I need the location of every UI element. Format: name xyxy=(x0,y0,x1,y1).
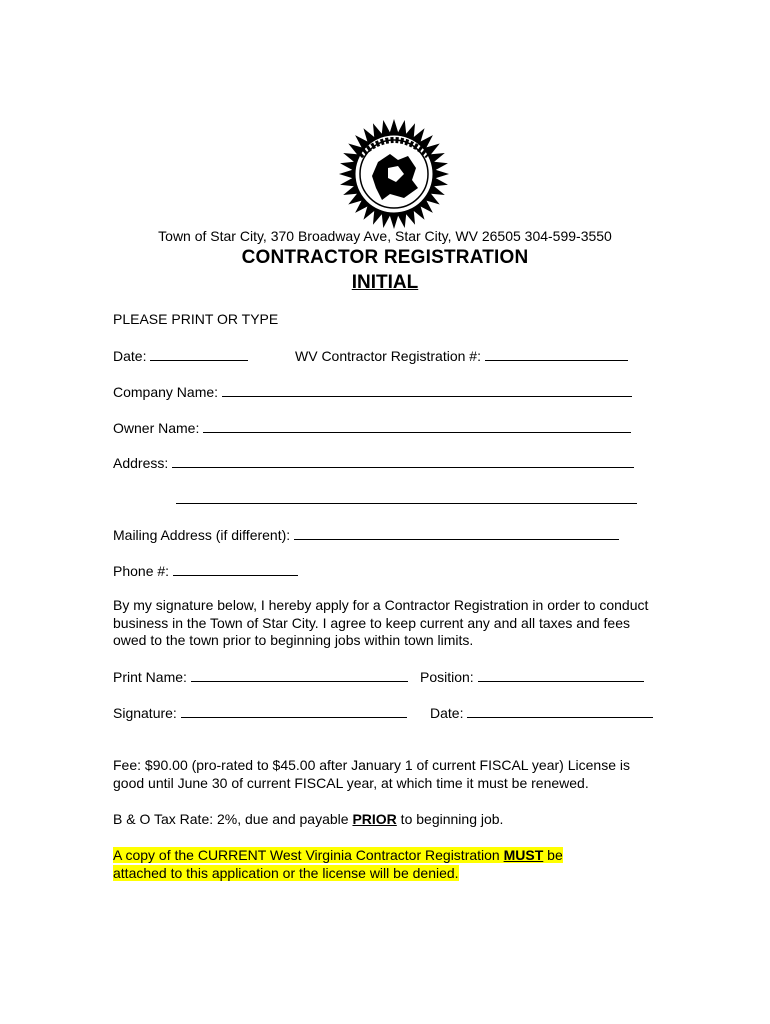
mailing-label: Mailing Address (if different): xyxy=(113,527,291,543)
form-title: CONTRACTOR REGISTRATION xyxy=(241,247,529,268)
position-row xyxy=(420,668,644,686)
phone-label: Phone #: xyxy=(113,563,170,579)
owner-label: Owner Name: xyxy=(113,420,200,436)
instruction-text: PLEASE PRINT OR TYPE xyxy=(113,311,279,327)
position-label: Position: xyxy=(420,669,474,685)
registration-warning xyxy=(113,847,608,882)
agreement-text: By my signature below, I hereby apply for a Contractor Registration in order to conduct business in the Town of Star City. I agree to keep current any and all taxes and fees owed to the town prior to beginning jobs within town limits. xyxy=(113,597,649,648)
date2-label: Date: xyxy=(430,705,464,721)
warning-suffix: be attached to this application or the license will be denied. xyxy=(113,847,563,881)
tax-note xyxy=(113,811,503,828)
form-subtitle: INITIAL xyxy=(351,272,419,293)
fee-note: Fee: $90.00 (pro-rated to $45.00 after January 1 of current FISCAL year) License is good until June 30 of current FISCAL year, at which time it must be renewed. xyxy=(113,757,630,791)
company-label: Company Name: xyxy=(113,384,219,400)
town-address-line: Town of Star City, 370 Broadway Ave, Star City, WV 26505 304-599-3550 xyxy=(158,228,612,244)
print-name-label: Print Name: xyxy=(113,669,187,685)
wv-reg-label: WV Contractor Registration #: xyxy=(295,348,481,364)
signature-field[interactable] xyxy=(181,704,407,718)
address-field-line2[interactable] xyxy=(176,490,637,504)
tax-note-emphasis: PRIOR xyxy=(352,811,397,827)
town-seal-logo xyxy=(338,118,450,230)
print-name-row xyxy=(113,668,408,686)
tax-note-prefix: B & O Tax Rate: 2%, due and payable xyxy=(113,811,353,827)
wv-reg-field[interactable] xyxy=(485,347,628,361)
company-field[interactable] xyxy=(222,383,632,397)
date-row xyxy=(113,347,248,365)
mailing-row xyxy=(113,526,619,544)
print-name-field[interactable] xyxy=(191,668,408,682)
address-row xyxy=(113,454,634,472)
mailing-field[interactable] xyxy=(294,526,619,540)
warning-prefix: A copy of the CURRENT West Virginia Contractor Registration xyxy=(113,847,504,863)
phone-field[interactable] xyxy=(173,562,298,576)
phone-row xyxy=(113,562,298,580)
position-field[interactable] xyxy=(478,668,644,682)
address-row-2 xyxy=(176,490,637,508)
warning-highlight xyxy=(113,847,563,881)
date-label: Date: xyxy=(113,348,147,364)
tax-note-suffix: to beginning job. xyxy=(396,811,504,827)
owner-row xyxy=(113,419,631,437)
address-field-line1[interactable] xyxy=(172,454,634,468)
signature-row xyxy=(113,704,407,722)
date2-field[interactable] xyxy=(467,704,653,718)
company-row xyxy=(113,383,632,401)
date-field[interactable] xyxy=(150,347,248,361)
wv-reg-row xyxy=(295,347,628,365)
owner-field[interactable] xyxy=(203,419,631,433)
address-label: Address: xyxy=(113,455,169,471)
signature-label: Signature: xyxy=(113,705,177,721)
warning-emphasis: MUST xyxy=(503,847,544,863)
date2-row xyxy=(430,704,653,722)
